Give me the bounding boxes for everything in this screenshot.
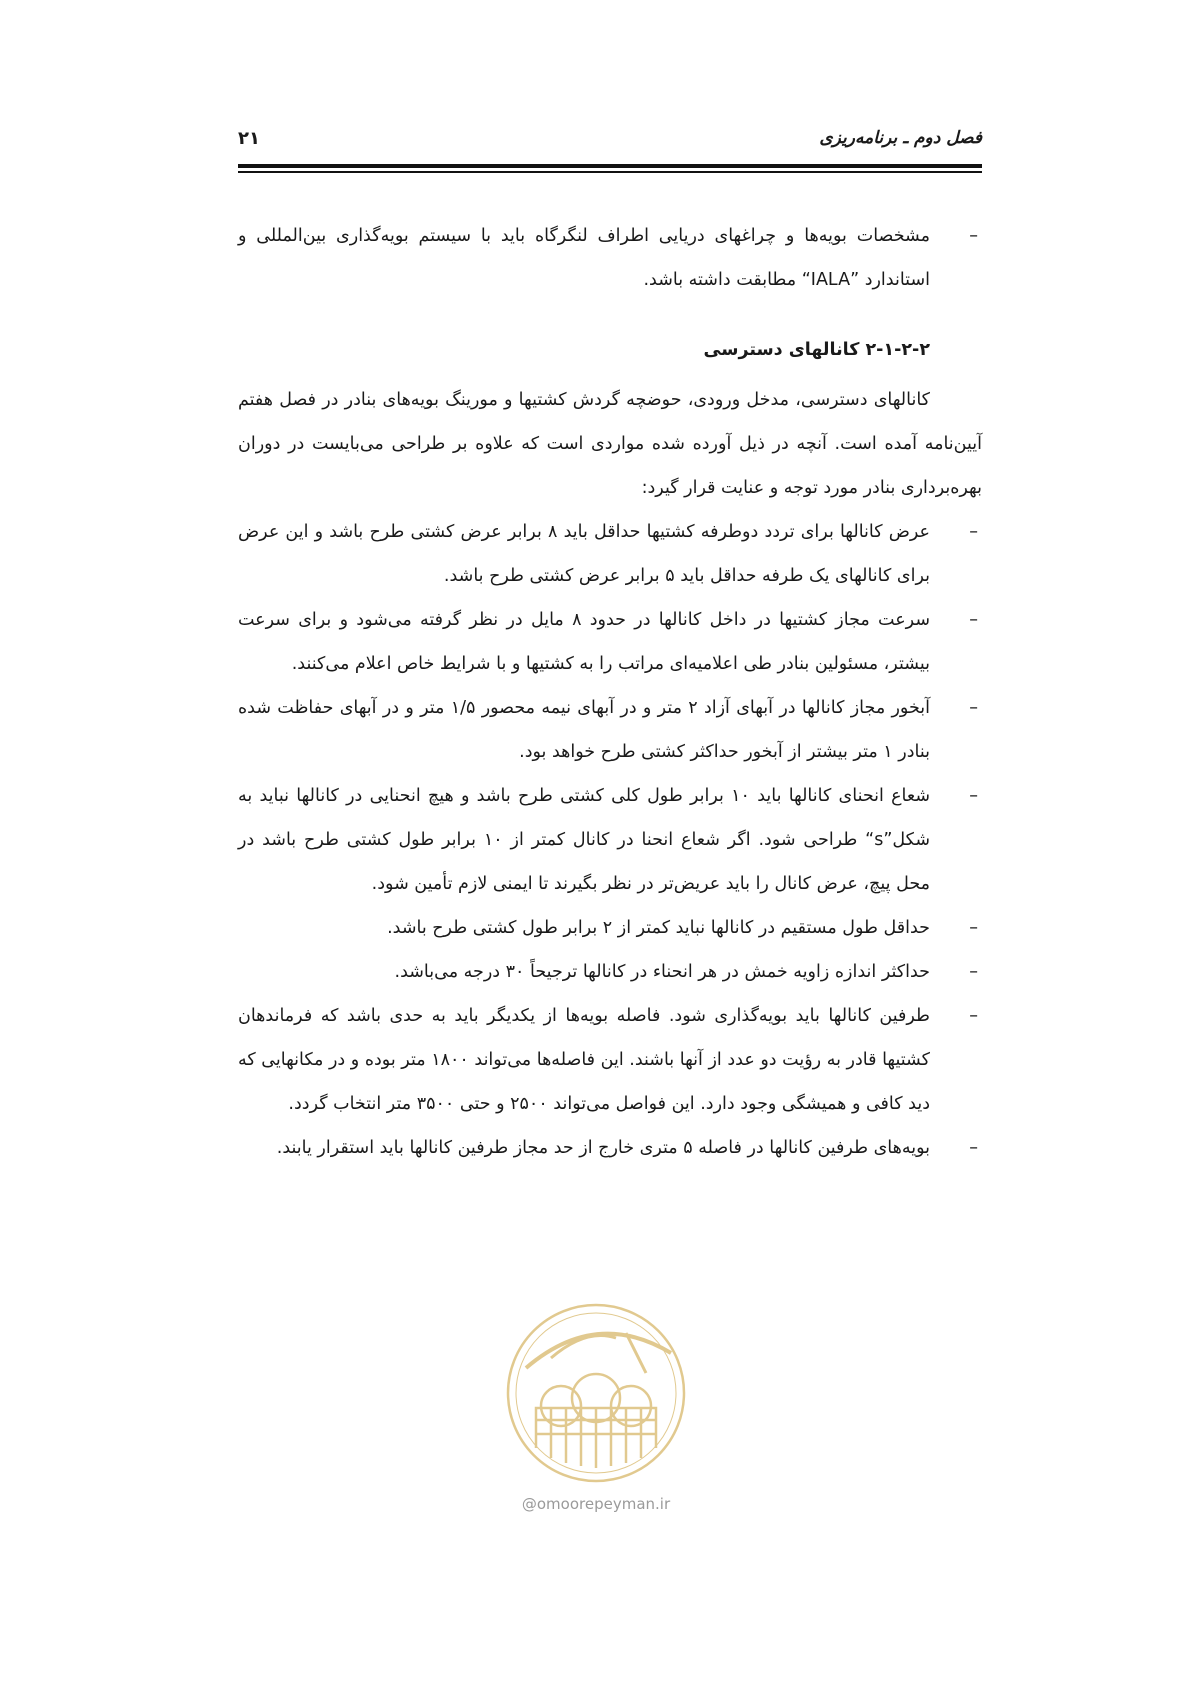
bullet-text: طرفین کانالها باید بویه‌گذاری شود. فاصله بویه‌ها از یکدیگر باید به حدی باشد که فرماندهان کشتیها قادر به رؤیت دو عدد از آنها باشند. این فاصله‌ها می‌تواند ۱۸۰۰ متر بوده و در مکانهایی که دید کافی و همیشگی وجود دارد. این فواصل می‌تواند ۲۵۰۰ و حتی ۳۵۰۰ متر انتخاب گردد.	[238, 1006, 930, 1114]
list-item	[238, 906, 982, 950]
header-rule-thin	[238, 171, 982, 173]
list-item	[238, 598, 982, 686]
chapter-title: فصل دوم ـ برنامه‌ریزی	[819, 128, 982, 148]
list-item	[238, 774, 982, 906]
bullet-text: حداقل طول مستقیم در کانالها نباید کمتر از ۲ برابر طول کشتی طرح باشد.	[387, 918, 930, 938]
bullet-text: بویه‌های طرفین کانالها در فاصله ۵ متری خارج از حد مجاز طرفین کانالها باید استقرار یابند.	[276, 1138, 930, 1158]
bullet-text: آبخور مجاز کانالها در آبهای آزاد ۲ متر و در آبهای نیمه محصور ۱/۵ متر و در آبهای حفاظت شده بنادر ۱ متر بیشتر از آبخور حداکثر کشتی طرح خواهد بود.	[238, 698, 930, 762]
bullet-text: سرعت مجاز کشتیها در داخل کانالها در حدود ۸ مایل در نظر گرفته می‌شود و برای سرعت بیشتر، مسئولین بنادر طی اعلامیه‌ای مراتب را به کشتیها و با شرایط خاص اعلام می‌کنند.	[238, 610, 930, 674]
bullet-dash: –	[969, 786, 978, 806]
bullet-dash: –	[969, 918, 978, 938]
bullet-dash: –	[969, 962, 978, 982]
bullet-dash: –	[969, 610, 978, 630]
page-number: ۲۱	[238, 128, 260, 149]
bullet-dash: –	[969, 1138, 978, 1158]
watermark-caption: @omoorepeyman.ir	[521, 1495, 671, 1513]
watermark-logo-icon	[496, 1298, 696, 1488]
bullet-text: مشخصات بویه‌ها و چراغهای دریایی اطراف لنگرگاه باید با سیستم بویه‌گذاری بین‌المللی و استاندارد ”IALA“ مطابقت داشته باشد.	[238, 226, 930, 290]
bullet-text: عرض کانالها برای تردد دوطرفه کشتیها حداقل باید ۸ برابر عرض کشتی طرح باشد و این عرض برای کانالهای یک طرفه حداقل باید ۵ برابر عرض کشتی طرح باشد.	[238, 522, 930, 586]
intro-bullet	[238, 214, 982, 302]
bullet-text: شعاع انحنای کانالها باید ۱۰ برابر طول کلی کشتی طرح باشد و هیچ انحنایی در کانالها نباید به شکل”s“ طراحی شود. اگر شعاع انحنا در کانال کمتر از ۱۰ برابر طول کشتی طرح باشد در محل پیچ، عرض کانال را باید عریض‌تر در نظر بگیرند تا ایمنی لازم تأمین شود.	[238, 786, 930, 894]
page-header	[238, 128, 982, 158]
bullet-dash: –	[969, 522, 978, 542]
list-item	[238, 510, 982, 598]
section-heading: ۲-۱-۲-۲ کانالهای دسترسی	[703, 340, 930, 360]
bullet-dash: –	[969, 226, 978, 246]
list-item	[238, 950, 982, 994]
list-item	[238, 994, 982, 1126]
section-paragraph: کانالهای دسترسی، مدخل ورودی، حوضچه گردش کشتیها و مورینگ بویه‌های بنادر در فصل هفتم آیین‌نامه آمده است. آنچه در ذیل آورده شده مواردی است که علاوه بر طراحی می‌بایست در دوران بهره‌برداری بنادر مورد توجه و عنایت قرار گیرد:	[238, 390, 982, 498]
list-item	[238, 686, 982, 774]
bullet-dash: –	[969, 1006, 978, 1026]
bullet-text: حداکثر اندازه زاویه خمش در هر انحناء در کانالها ترجیحاً ۳۰ درجه می‌باشد.	[394, 962, 930, 982]
header-rule-thick	[238, 164, 982, 168]
bullet-dash: –	[969, 698, 978, 718]
document-body	[238, 214, 982, 1170]
list-item	[238, 1126, 982, 1170]
